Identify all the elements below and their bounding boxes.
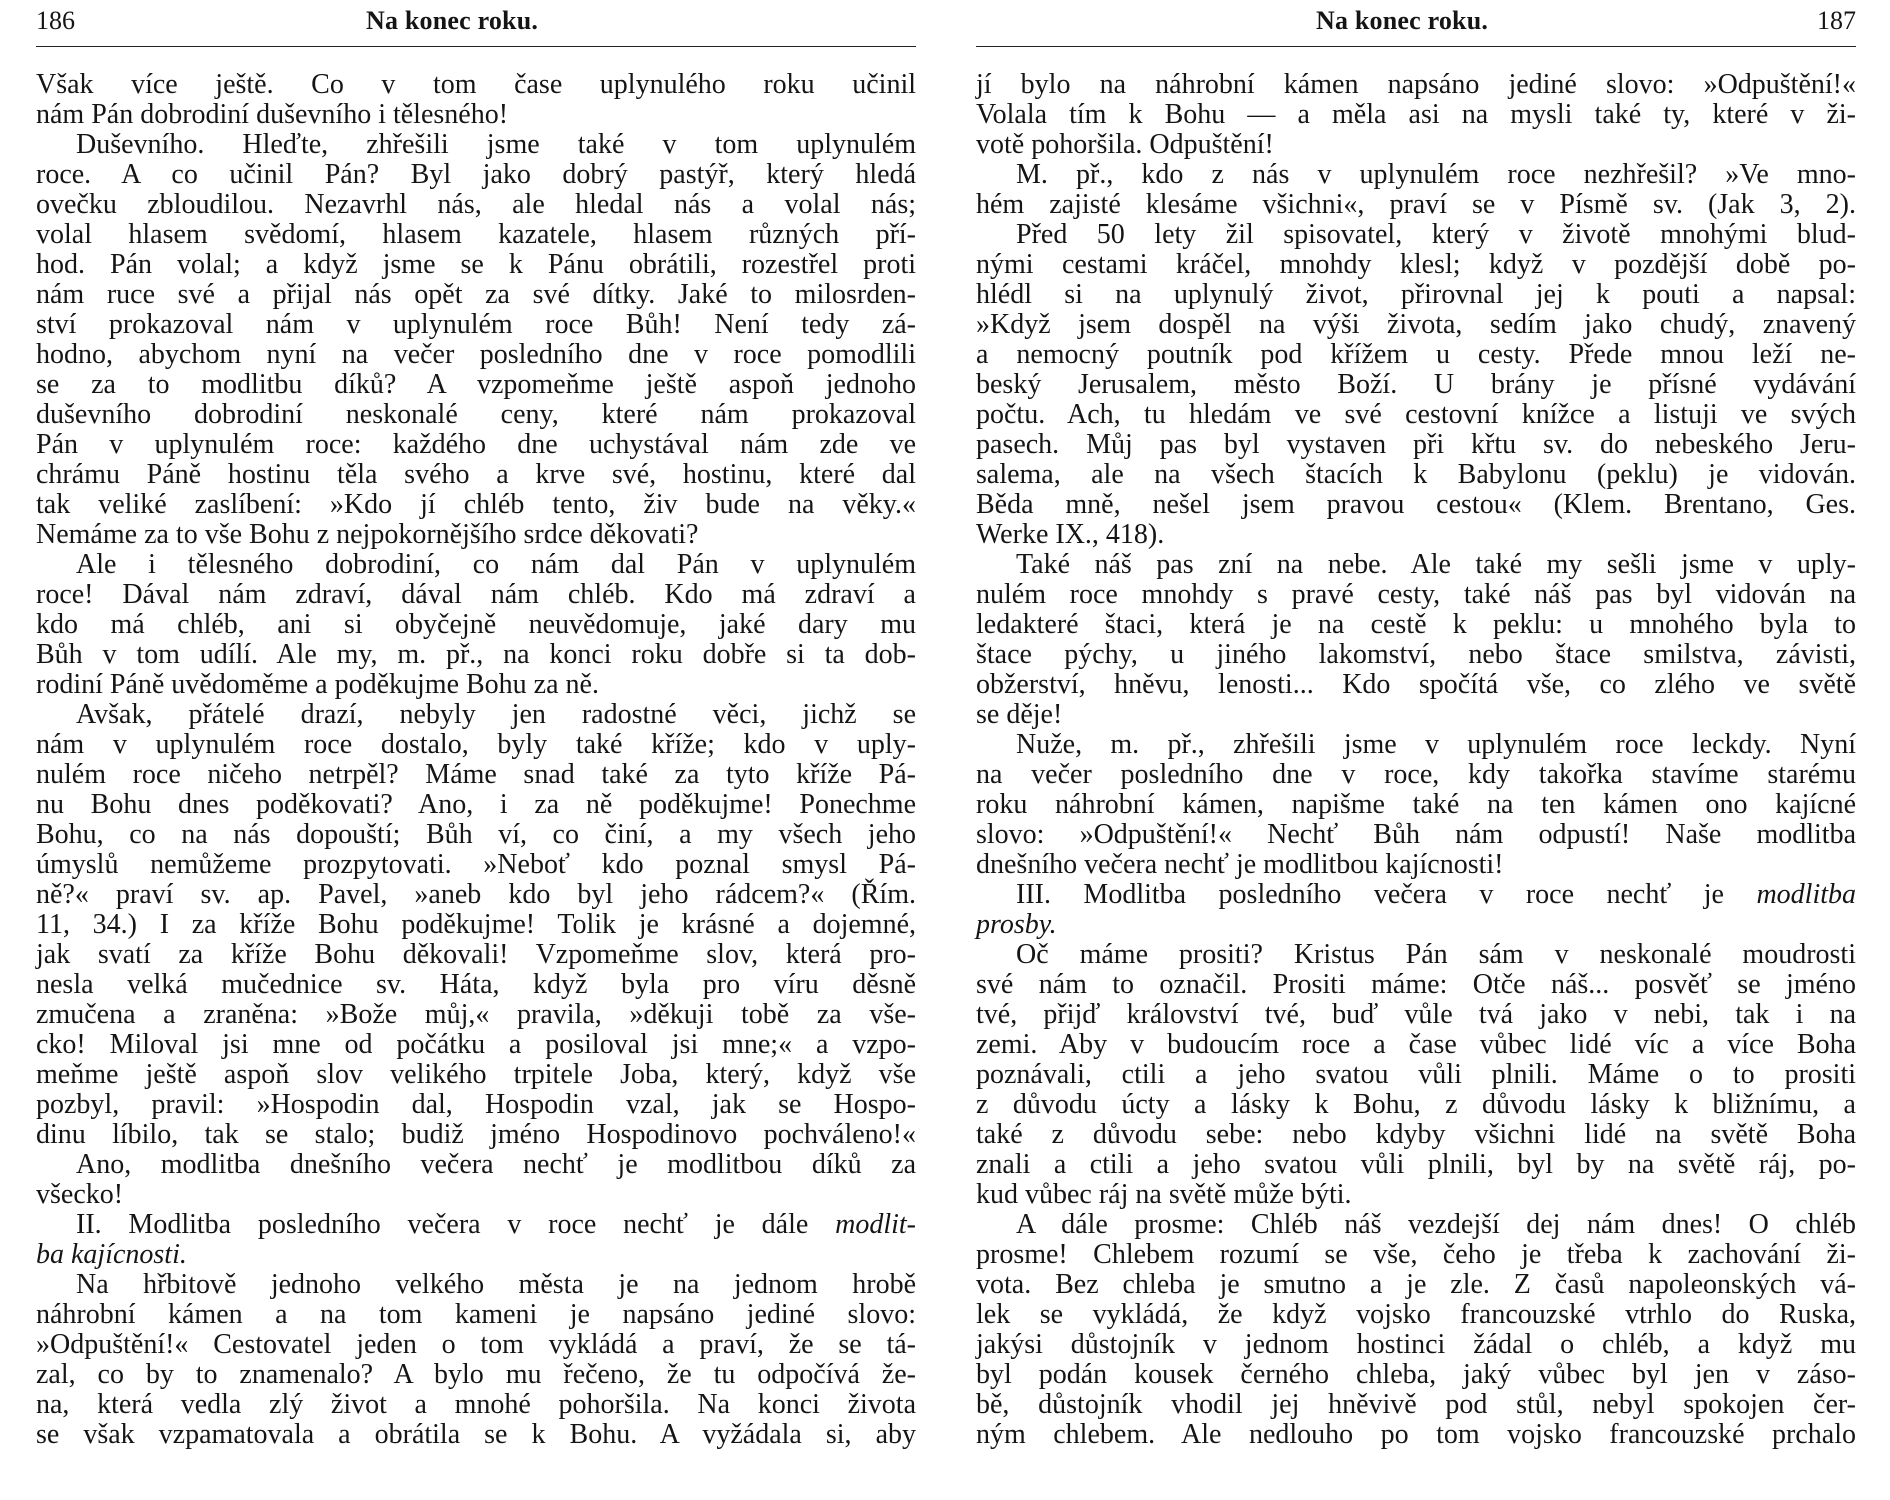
text-line: hod. Pán volal; a když jsme se k Pánu obrátili, rozestřel proti xyxy=(36,249,916,280)
text-line: počtu. Ach, tu hledám ve své cestovní knížce a listuji ve svých xyxy=(976,399,1856,430)
text-line: jakýsi důstojník v jednom hostinci žádal o chléb, a když mu xyxy=(976,1329,1856,1360)
text-line: chrámu Páně hostinu těla svého a krve své, hostinu, které dal xyxy=(36,459,916,490)
text-line: kud vůbec ráj na světě může býti. xyxy=(976,1179,1352,1210)
text-line: Bůh v tom udílí. Ale my, m. př., na konci roku dobře si ta dob- xyxy=(36,639,916,670)
text-line: Před 50 lety žil spisovatel, který v životě mnohými blud- xyxy=(1016,219,1856,250)
page-number: 187 xyxy=(1817,6,1856,35)
text-line: nám v uplynulém roce dostalo, byly také kříže; kdo v uply- xyxy=(36,729,916,760)
text-line: nám Pán dobrodiní duševního i tělesného! xyxy=(36,99,509,130)
text-line: ným chlebem. Ale nedlouho po tom vojsko francouzské prchalo xyxy=(976,1419,1856,1450)
text-line: jak svatí za kříže Bohu děkovali! Vzpomeňme slov, která pro- xyxy=(36,939,916,970)
text-line: vota. Bez chleba je smutno a je zle. Z časů napoleonských vá- xyxy=(976,1269,1856,1300)
text-line: Pán v uplynulém roce: každého dne uchystával nám zde ve xyxy=(36,429,916,460)
text-span: III. Modlitba posledního večera v roce nechť je xyxy=(1016,879,1724,910)
text-line: se za to modlitbu díků? A vzpomeňme ještě aspoň jednoho xyxy=(36,369,916,400)
right-page xyxy=(976,0,1856,1500)
text-line: nám ruce své a přijal nás opět za své dítky. Jaké to milosrden- xyxy=(36,279,916,310)
italic-span: modlitba xyxy=(1756,879,1857,910)
page-header xyxy=(976,0,1856,47)
text-line: nými cestami kráčel, mnohdy klesl; když v pozdější době po- xyxy=(976,249,1856,280)
left-page xyxy=(36,0,916,1500)
italic-span: modlit- xyxy=(835,1209,916,1240)
text-line: poznávali, ctili a jeho svatou vůli plnili. Máme o to prositi xyxy=(976,1059,1856,1090)
text-line: Nuže, m. př., zhřešili jsme v uplynulém roce leckdy. Nyní xyxy=(1016,729,1856,760)
text-line: nu Bohu dnes poděkovati? Ano, i za ně poděkujme! Ponechme xyxy=(36,789,916,820)
text-line xyxy=(976,880,1856,910)
text-line: »Odpuštění!« Cestovatel jeden o tom vykládá a praví, že se tá- xyxy=(36,1329,916,1360)
text-line: náhrobní kámen a na tom kameni je napsáno jediné slovo: xyxy=(36,1299,916,1330)
text-line: cko! Miloval jsi mne od počátku a posiloval jsi mne;« a vzpo- xyxy=(36,1029,916,1060)
text-line: Duševního. Hleďte, zhřešili jsme také v tom uplynulém xyxy=(76,129,916,160)
text-line: tak veliké zaslíbení: »Kdo jí chléb tento, živ bude na věky.« xyxy=(36,489,916,520)
text-line: Avšak, přátelé drazí, nebyly jen radostné věci, jichž se xyxy=(76,699,916,730)
text-line: hodno, abychom nyní na večer posledního dne v roce pomodlili xyxy=(36,339,916,370)
text-line: byl podán kousek černého chleba, jaký vůbec byl jen v záso- xyxy=(976,1359,1856,1390)
text-line: nulém roce mnohdy s pravé cesty, také náš pas byl vidován na xyxy=(976,579,1856,610)
page-header xyxy=(36,0,916,47)
text-line: pasech. Můj pas byl vystaven při křtu sv. do nebeského Jeru- xyxy=(976,429,1856,460)
text-line: bě, důstojník vhodil jej hněvivě pod stůl, nebyl spokojen čer- xyxy=(976,1389,1856,1420)
text-line: M. př., kdo z nás v uplynulém roce nezhřešil? »Ve mno- xyxy=(1016,159,1856,190)
text-line: úmyslů nemůžeme prozpytovati. »Neboť kdo poznal smysl Pá- xyxy=(36,849,916,880)
text-line: volal hlasem svědomí, hlasem kazatele, hlasem různých pří- xyxy=(36,219,916,250)
running-head: Na konec roku. xyxy=(366,6,539,35)
text-line: zal, co by to znamenalo? A bylo mu řečeno, že tu odpočívá že- xyxy=(36,1359,916,1390)
text-line: zmučena a zraněna: »Bože můj,« pravila, »děkuji tobě za vše- xyxy=(36,999,916,1030)
text-line: Oč máme prositi? Kristus Pán sám v neskonalé moudrosti xyxy=(1016,939,1856,970)
text-line: ovečku zbloudilou. Nezavrhl nás, ale hledal nás a volal nás; xyxy=(36,189,916,220)
text-line: kdo má chléb, ani si obyčejně neuvědomuje, jaké dary mu xyxy=(36,609,916,640)
text-line: pozbyl, pravil: »Hospodin dal, Hospodin vzal, jak se Hospo- xyxy=(36,1089,916,1120)
text-line: obžerství, hněvu, lenosti... Kdo spočítá vše, co zlého ve světě xyxy=(976,669,1856,700)
text-line: Na hřbitově jednoho velkého města je na jednom hrobě xyxy=(76,1269,916,1300)
text-line: se děje! xyxy=(976,699,1063,730)
text-line: lek se vykládá, že když vojsko francouzské vtrhlo do Ruska, xyxy=(976,1299,1856,1330)
text-line: A dále prosme: Chléb náš vezdejší dej nám dnes! O chléb xyxy=(1016,1209,1856,1240)
text-line: hém zajisté klesáme všichni«, praví se v Písmě sv. (Jak 3, 2). xyxy=(976,189,1856,220)
text-line: beský Jerusalem, město Boží. U brány je přísné vydávání xyxy=(976,369,1856,400)
text-line: votě pohoršila. Odpuštění! xyxy=(976,129,1274,160)
text-line: roce! Dával nám zdraví, dával nám chléb. Kdo má zdraví a xyxy=(36,579,916,610)
text-line: všecko! xyxy=(36,1179,124,1210)
text-line: Bohu, co na nás dopouští; Bůh ví, co činí, a my všech jeho xyxy=(36,819,916,850)
text-span: II. Modlitba posledního večera v roce nechť je dále xyxy=(76,1209,809,1240)
italic-span: prosby. xyxy=(976,909,1057,940)
text-line: Ano, modlitba dnešního večera nechť je modlitbou díků za xyxy=(76,1149,916,1180)
text-line: 11, 34.) I za kříže Bohu poděkujme! Tolik je krásné a dojemné, xyxy=(36,909,916,940)
text-line: Běda mně, nešel jsem pravou cestou« (Klem. Brentano, Ges. xyxy=(976,489,1856,520)
text-line: štace pýchy, u jiného lakomství, nebo štace smilstva, závisti, xyxy=(976,639,1856,670)
text-line: a nemocný poutník pod křížem u cesty. Přede mnou leží ne- xyxy=(976,339,1856,370)
text-line: také z důvodu sebe: nebo kdyby všichni lidé na světě Boha xyxy=(976,1119,1856,1150)
text-line: na večer posledního dne v roce, kdy takořka stavíme starému xyxy=(976,759,1856,790)
text-line: Však více ještě. Co v tom čase uplynulého roku učinil xyxy=(36,69,916,100)
text-line: hlédl si na uplynulý život, přirovnal jej k pouti a napsal: xyxy=(976,279,1856,310)
text-line: ně?« praví sv. ap. Pavel, »aneb kdo byl jeho rádcem?« (Řím. xyxy=(36,879,916,910)
text-line: dnešního večera nechť je modlitbou kajícnosti! xyxy=(976,849,1504,880)
text-line: Ale i tělesného dobrodiní, co nám dal Pán v uplynulém xyxy=(76,549,916,580)
running-head: Na konec roku. xyxy=(1316,6,1489,35)
text-line: salema, ale na všech štacích k Babylonu (peklu) je vidován. xyxy=(976,459,1856,490)
text-line: Také náš pas zní na nebe. Ale také my sešli jsme v uply- xyxy=(1016,549,1856,580)
text-line: z důvodu úcty a lásky k Bohu, z důvodu lásky k bližnímu, a xyxy=(976,1089,1856,1120)
page-body xyxy=(36,70,916,1450)
text-line: rodiní Páně uvědoměme a poděkujme Bohu za ně. xyxy=(36,669,599,700)
text-line: nulém roce ničeho netrpěl? Máme snad také za tyto kříže Pá- xyxy=(36,759,916,790)
italic-span: ba kajícnosti. xyxy=(36,1239,187,1270)
text-line: prosme! Chlebem rozumí se vše, čeho je třeba k zachování ži- xyxy=(976,1239,1856,1270)
text-line: roku náhrobní kámen, napišme také na ten kámen ono kajícné xyxy=(976,789,1856,820)
page-number: 186 xyxy=(36,6,75,35)
text-line xyxy=(36,1240,916,1270)
text-line: Werke IX., 418). xyxy=(976,519,1165,550)
text-line: Volala tím k Bohu — a měla asi na mysli také ty, které v ži- xyxy=(976,99,1856,130)
text-line: ství prokazoval nám v uplynulém roce Bůh! Není tedy zá- xyxy=(36,309,916,340)
text-line: ledakteré štaci, která je na cestě k peklu: u mnohého byla to xyxy=(976,609,1856,640)
text-line: zemi. Aby v budoucím roce a čase vůbec lidé víc a více Boha xyxy=(976,1029,1856,1060)
page-body xyxy=(976,70,1856,1450)
text-line: jí bylo na náhrobní kámen napsáno jediné slovo: »Odpuštění!« xyxy=(976,69,1856,100)
text-line: na, která vedla zlý život a mnohé pohoršila. Na konci života xyxy=(36,1389,916,1420)
text-line: své nám to označil. Prositi máme: Otče náš... posvěť se jméno xyxy=(976,969,1856,1000)
text-line: duševního dobrodiní neskonalé ceny, které nám prokazoval xyxy=(36,399,916,430)
text-line: slovo: »Odpuštění!« Nechť Bůh nám odpustí! Naše modlitba xyxy=(976,819,1856,850)
text-line: znali a ctili a jeho svatou vůli plnili, byl by na světě ráj, po- xyxy=(976,1149,1856,1180)
text-line: »Když jsem dospěl na výši života, sedím jako chudý, znavený xyxy=(976,309,1856,340)
text-line: roce. A co učinil Pán? Byl jako dobrý pastýř, který hledá xyxy=(36,159,916,190)
text-line: dinu líbilo, tak se stalo; budiž jméno Hospodinovo pochváleno!« xyxy=(36,1119,916,1150)
text-line: tvé, přijď království tvé, buď vůle tvá jako v nebi, tak i na xyxy=(976,999,1856,1030)
text-line: meňme ještě aspoň slov velikého trpitele Joba, který, když vše xyxy=(36,1059,916,1090)
text-line: se však vzpamatovala a obrátila se k Bohu. A vyžádala si, aby xyxy=(36,1419,916,1450)
text-line xyxy=(976,910,1856,940)
text-line xyxy=(36,1210,916,1240)
text-line: nesla velká mučednice sv. Háta, když byla pro víru děsně xyxy=(36,969,916,1000)
text-line: Nemáme za to vše Bohu z nejpokornějšího srdce děkovati? xyxy=(36,519,699,550)
